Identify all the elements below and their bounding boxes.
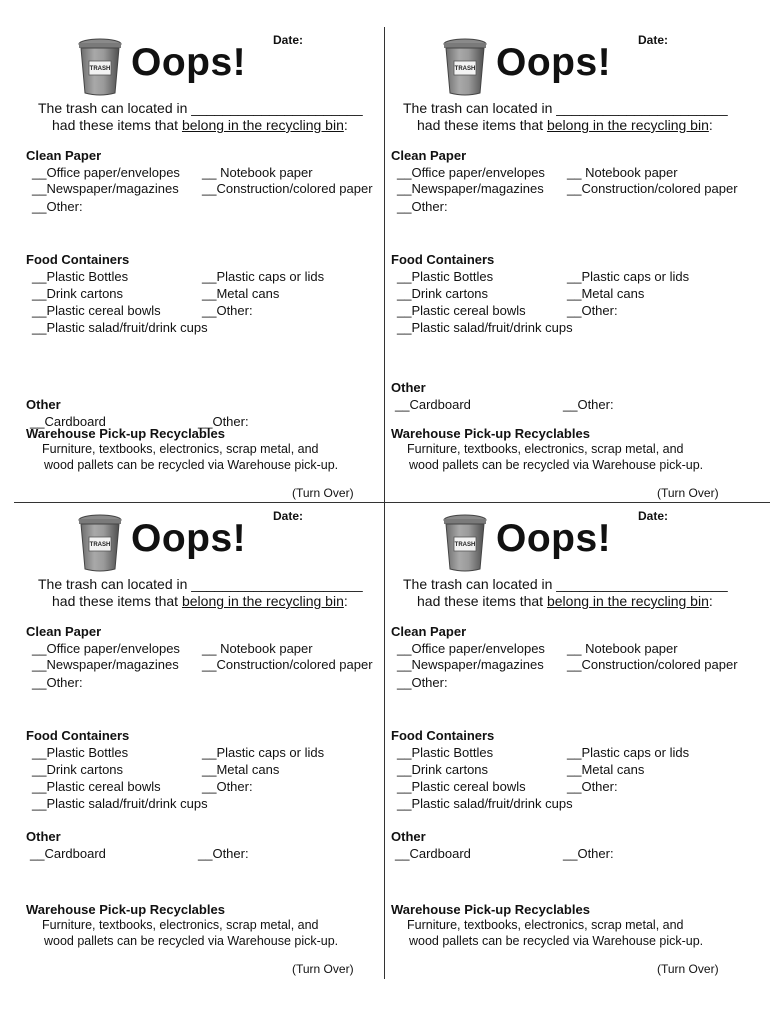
warehouse-text: wood pallets can be recycled via Warehouse pick-up. (44, 934, 339, 948)
checklist-item: __Drink cartons (397, 286, 489, 301)
card-title: Oops! (496, 41, 612, 84)
checklist-item: __Other: (198, 846, 249, 861)
checklist-item: __Plastic Bottles (397, 269, 494, 284)
trash-can-icon (442, 37, 488, 97)
checklist-item: __Newspaper/magazines (32, 181, 179, 196)
items-line-underlined: belong in the recycling bin (181, 593, 344, 609)
other-heading: Other (391, 380, 426, 395)
checklist-item: __Plastic cereal bowls (397, 779, 526, 794)
checklist-item: __Metal cans (202, 762, 280, 777)
items-line-underlined: belong in the recycling bin (181, 117, 344, 133)
turn-over-note: (Turn Over) (292, 486, 354, 500)
checklist-item: __Plastic caps or lids (202, 745, 325, 760)
location-line: The trash can located in ______________________ (403, 100, 728, 116)
checklist-item: __Newspaper/magazines (32, 657, 179, 672)
items-line-prefix: had these items that (52, 593, 182, 609)
clean-paper-heading: Clean Paper (26, 624, 102, 639)
warehouse-heading: Warehouse Pick-up Recyclables (26, 426, 225, 441)
items-line-underlined: belong in the recycling bin (546, 593, 709, 609)
checklist-item: __Other: (32, 199, 83, 214)
card-title: Oops! (496, 517, 612, 560)
checklist-item: __Office paper/envelopes (397, 165, 545, 180)
checklist-item: __Office paper/envelopes (32, 641, 180, 656)
food-containers-heading: Food Containers (391, 728, 495, 743)
items-line-suffix: : (708, 117, 713, 133)
checklist-item: __Plastic salad/fruit/drink cups (397, 796, 573, 811)
items-line-prefix: had these items that (417, 117, 547, 133)
checklist-item: __Cardboard (395, 397, 471, 412)
trash-can-label: TRASH (89, 66, 111, 72)
checklist-item: __Plastic salad/fruit/drink cups (32, 320, 208, 335)
turn-over-note: (Turn Over) (292, 962, 354, 976)
other-heading: Other (26, 829, 61, 844)
checklist-item: __ Notebook paper (567, 165, 678, 180)
items-line-suffix: : (343, 117, 348, 133)
location-line: The trash can located in ______________________ (38, 576, 363, 592)
date-label: Date: (638, 509, 669, 523)
other-heading: Other (26, 397, 61, 412)
checklist-item: __Newspaper/magazines (397, 181, 544, 196)
trash-can-icon (77, 37, 123, 97)
trash-can-icon (442, 513, 488, 573)
trash-can-label: TRASH (454, 542, 476, 548)
card-title: Oops! (131, 517, 247, 560)
items-line-prefix: had these items that (417, 593, 547, 609)
checklist-item: __Other: (202, 303, 253, 318)
checklist-item: __Plastic cereal bowls (32, 303, 161, 318)
warehouse-text: Furniture, textbooks, electronics, scrap metal, and (407, 918, 684, 932)
location-line: The trash can located in ______________________ (38, 100, 363, 116)
checklist-item: __Office paper/envelopes (397, 641, 545, 656)
checklist-item: __Plastic caps or lids (567, 745, 690, 760)
trash-can-label: TRASH (454, 66, 476, 72)
warehouse-text: wood pallets can be recycled via Warehouse pick-up. (44, 458, 339, 472)
turn-over-note: (Turn Over) (657, 962, 719, 976)
items-line (417, 593, 713, 609)
checklist-item: __Cardboard (395, 846, 471, 861)
checklist-item: __Office paper/envelopes (32, 165, 180, 180)
food-containers-heading: Food Containers (26, 728, 130, 743)
items-line (417, 117, 713, 133)
warehouse-heading: Warehouse Pick-up Recyclables (26, 902, 225, 917)
checklist-item: __Plastic Bottles (32, 745, 129, 760)
date-label: Date: (273, 33, 304, 47)
warehouse-text: wood pallets can be recycled via Warehouse pick-up. (409, 458, 704, 472)
checklist-item: __Cardboard (30, 414, 106, 429)
food-containers-heading: Food Containers (26, 252, 130, 267)
warehouse-heading: Warehouse Pick-up Recyclables (391, 902, 590, 917)
checklist-item: __Other: (32, 675, 83, 690)
checklist-item: __Drink cartons (32, 286, 124, 301)
date-label: Date: (273, 509, 304, 523)
clean-paper-heading: Clean Paper (391, 624, 467, 639)
warehouse-text: Furniture, textbooks, electronics, scrap metal, and (42, 918, 319, 932)
checklist-item: __Cardboard (30, 846, 106, 861)
checklist-item: __Other: (567, 779, 618, 794)
checklist-item: __Plastic caps or lids (567, 269, 690, 284)
oops-card (26, 503, 388, 979)
checklist-item: __Plastic salad/fruit/drink cups (32, 796, 208, 811)
checklist-item: __Other: (567, 303, 618, 318)
card-title: Oops! (131, 41, 247, 84)
checklist-item: __Newspaper/magazines (397, 657, 544, 672)
items-line (52, 593, 348, 609)
location-line: The trash can located in ______________________ (403, 576, 728, 592)
checklist-item: __Construction/colored paper (202, 657, 373, 672)
checklist-item: __ Notebook paper (567, 641, 678, 656)
checklist-item: __Metal cans (202, 286, 280, 301)
warehouse-text: Furniture, textbooks, electronics, scrap metal, and (42, 442, 319, 456)
warehouse-text: wood pallets can be recycled via Warehouse pick-up. (409, 934, 704, 948)
date-label: Date: (638, 33, 669, 47)
items-line-suffix: : (343, 593, 348, 609)
warehouse-heading: Warehouse Pick-up Recyclables (391, 426, 590, 441)
checklist-item: __Construction/colored paper (567, 657, 738, 672)
checklist-item: __ Notebook paper (202, 641, 313, 656)
trash-can-label: TRASH (89, 542, 111, 548)
food-containers-heading: Food Containers (391, 252, 495, 267)
checklist-item: __Other: (198, 414, 249, 429)
checklist-item: __Other: (397, 675, 448, 690)
checklist-item: __ Notebook paper (202, 165, 313, 180)
items-line-suffix: : (708, 593, 713, 609)
checklist-item: __Plastic salad/fruit/drink cups (397, 320, 573, 335)
checklist-item: __Other: (563, 846, 614, 861)
checklist-item: __Plastic Bottles (397, 745, 494, 760)
checklist-item: __Plastic Bottles (32, 269, 129, 284)
items-line (52, 117, 348, 133)
items-line-prefix: had these items that (52, 117, 182, 133)
oops-card (26, 27, 388, 503)
checklist-item: __Drink cartons (32, 762, 124, 777)
checklist-item: __Other: (202, 779, 253, 794)
oops-card (391, 503, 753, 979)
clean-paper-heading: Clean Paper (391, 148, 467, 163)
checklist-item: __Metal cans (567, 762, 645, 777)
checklist-item: __Other: (397, 199, 448, 214)
checklist-item: __Drink cartons (397, 762, 489, 777)
checklist-item: __Plastic caps or lids (202, 269, 325, 284)
checklist-item: __Other: (563, 397, 614, 412)
items-line-underlined: belong in the recycling bin (546, 117, 709, 133)
checklist-item: __Plastic cereal bowls (397, 303, 526, 318)
warehouse-text: Furniture, textbooks, electronics, scrap metal, and (407, 442, 684, 456)
checklist-item: __Construction/colored paper (202, 181, 373, 196)
other-heading: Other (391, 829, 426, 844)
trash-can-icon (77, 513, 123, 573)
checklist-item: __Construction/colored paper (567, 181, 738, 196)
oops-card (391, 27, 753, 503)
clean-paper-heading: Clean Paper (26, 148, 102, 163)
checklist-item: __Metal cans (567, 286, 645, 301)
turn-over-note: (Turn Over) (657, 486, 719, 500)
checklist-item: __Plastic cereal bowls (32, 779, 161, 794)
